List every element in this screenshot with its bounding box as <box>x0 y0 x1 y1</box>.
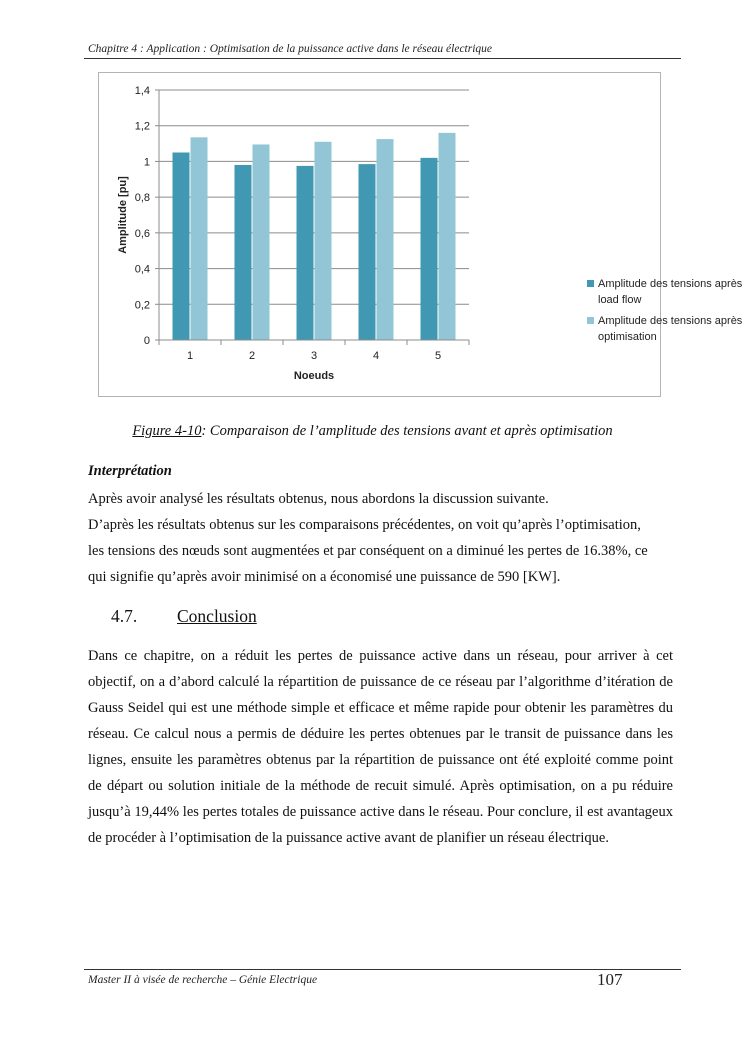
legend-label-load-flow-line2: load flow <box>598 294 642 306</box>
legend-label-optimisation-line2: optimisation <box>598 331 657 343</box>
y-tick-label: 1,4 <box>134 85 150 97</box>
legend-swatch-load-flow <box>587 280 594 287</box>
page-header: Chapitre 4 : Application : Optimisation de la puissance active dans le réseau électrique <box>88 43 493 55</box>
y-tick-label: 0,6 <box>134 227 150 240</box>
bar-chart <box>99 73 662 398</box>
y-tick-label: 0,4 <box>134 263 150 276</box>
x-tick-label: 1 <box>186 350 194 362</box>
bar-load-flow <box>235 165 252 340</box>
bar-optimisation <box>191 137 208 340</box>
interpretation-para1: Après avoir analysé les résultats obtenus, nous abordons la discussion suivante. <box>88 491 549 507</box>
section-heading <box>111 606 257 627</box>
chart-frame <box>98 72 743 397</box>
bar-optimisation <box>315 142 332 340</box>
bar-optimisation <box>377 139 394 340</box>
y-tick-label: 1,2 <box>134 120 150 133</box>
interpretation-title: Interprétation <box>88 463 172 479</box>
section-title: Conclusion <box>177 606 257 626</box>
x-tick-label: 3 <box>310 350 318 362</box>
y-tick-label: 0 <box>143 335 150 347</box>
page-number: 107 <box>597 970 623 989</box>
section-number: 4.7. <box>111 606 138 626</box>
x-tick-label: 5 <box>434 350 442 362</box>
header-rule <box>84 58 681 59</box>
y-axis-title: Amplitude [pu] <box>117 176 129 254</box>
legend-swatch-optimisation <box>587 317 594 324</box>
interpretation-line2: les tensions des nœuds sont augmentées et par conséquent on a diminué les pertes de 16.38%, ce <box>88 543 648 559</box>
legend-label-optimisation-line1: Amplitude des tensions après <box>598 315 743 327</box>
bar-load-flow <box>173 153 190 341</box>
page-footer: Master II à visée de recherche – Génie Electrique <box>88 974 318 986</box>
bar-optimisation <box>253 144 270 340</box>
legend-item-load-flow <box>587 276 745 308</box>
conclusion-paragraph: Dans ce chapitre, on a réduit les pertes de puissance active dans un réseau, pour arriver à cet objectif, on a d’abord calculé la répartition de puissance de ce réseau par l’algorithme d’itération de Gauss Seidel qui est une méthode simple et efficace et même rapide pour obtenir les paramètres du réseau. Ce calcul nous a permis de déduire les pertes obtenues par le transit de puissance dans les lignes, ensuite les paramètres obtenus par la répartition de puissance ont été exploité comme point de départ ou solution initiale de la méthode de recuit simulé. Après optimisation, on a pu réduire jusqu’à 19,44% les pertes totales de puissance active dans le réseau. Pour conclure, il est avantageux de procéder à l’optimisation de la puissance active avant de planifier un réseau électrique. <box>88 648 673 846</box>
figure-caption-text: : Comparaison de l’amplitude des tensions avant et après optimisation <box>201 423 613 439</box>
interpretation-line1: D’après les résultats obtenus sur les comparaisons précédentes, on voit qu’après l’optimisation, <box>88 517 641 533</box>
figure-label: Figure 4-10 <box>132 423 202 439</box>
legend-item-optimisation <box>587 313 745 345</box>
x-tick-label: 4 <box>372 350 380 362</box>
x-axis-title: Noeuds <box>293 370 335 382</box>
figure-caption <box>0 423 745 440</box>
y-tick-label: 1 <box>143 156 150 169</box>
bar-load-flow <box>359 164 376 340</box>
x-tick-label: 2 <box>248 350 256 362</box>
bar-optimisation <box>439 133 456 340</box>
y-tick-label: 0,2 <box>134 299 150 312</box>
bar-load-flow <box>297 166 314 340</box>
bar-load-flow <box>421 158 438 340</box>
legend-label-load-flow-line1: Amplitude des tensions après <box>598 278 743 290</box>
chart-legend <box>587 276 745 350</box>
y-tick-label: 0,8 <box>134 192 150 205</box>
footer-rule <box>84 969 681 970</box>
interpretation-line3: qui signifie qu’après avoir minimisé on a économisé une puissance de 590 [KW]. <box>88 569 561 585</box>
